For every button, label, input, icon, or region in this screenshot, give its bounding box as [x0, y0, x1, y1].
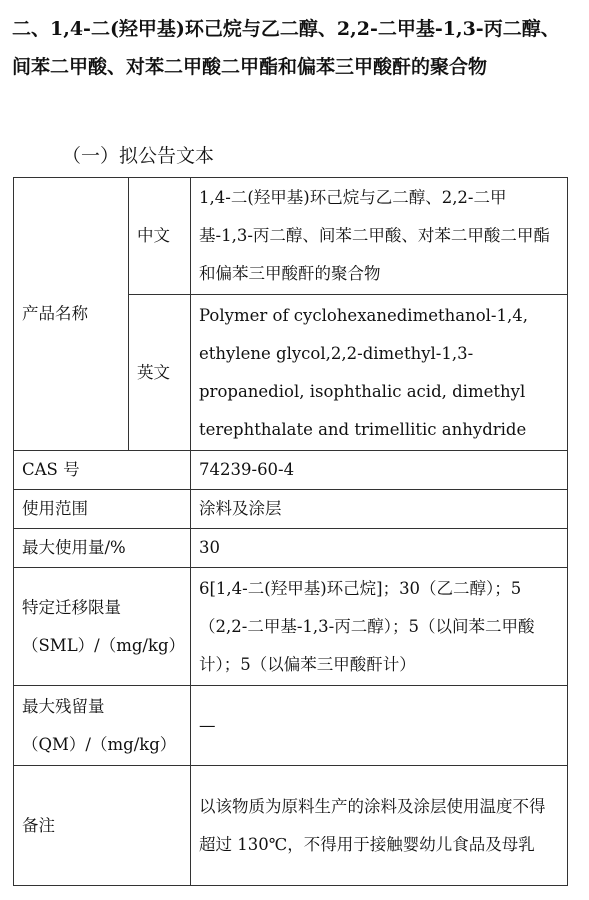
english-name-value: Polymer of cyclohexanedimethanol-1,4, ethylene glycol,2,2-dimethyl-1,3-propanediol, isophthalic acid, dimethyl terephthalate and trimellitic anhydride [191, 295, 568, 451]
qm-label [14, 686, 191, 766]
qm-label-line-2: （QM）/（mg/kg） [22, 734, 177, 754]
table-row [14, 686, 568, 766]
qm-value: — [191, 686, 568, 766]
table-row [14, 451, 568, 490]
sub-heading: （一）拟公告文本 [62, 145, 215, 167]
sml-value: 6[1,4-二(羟甲基)环己烷]；30（乙二醇）；5（2,2-二甲基-1,3-丙二醇）；5（以间苯二甲酸计）；5（以偏苯三甲酸酐计） [191, 568, 568, 686]
max-use-label: 最大使用量/% [14, 529, 191, 568]
sml-label-line-1: 特定迁移限量 [22, 597, 121, 617]
sml-label-line-2: （SML）/（mg/kg） [22, 635, 186, 655]
table-row [14, 529, 568, 568]
table-row [14, 490, 568, 529]
max-use-value: 30 [191, 529, 568, 568]
table-row [14, 766, 568, 886]
chinese-label: 中文 [129, 178, 191, 295]
scope-value: 涂料及涂层 [191, 490, 568, 529]
scope-label: 使用范围 [14, 490, 191, 529]
sml-label [14, 568, 191, 686]
notes-label: 备注 [14, 766, 191, 886]
product-name-label: 产品名称 [14, 178, 129, 451]
english-label: 英文 [129, 295, 191, 451]
section-heading: 二、1,4-二(羟甲基)环己烷与乙二醇、2,2-二甲基-1,3-丙二醇、间苯二甲酸、对苯二甲酸二甲酯和偏苯三甲酸酐的聚合物 [12, 18, 560, 78]
qm-label-line-1: 最大残留量 [22, 696, 105, 716]
table-row [14, 568, 568, 686]
cas-label: CAS 号 [14, 451, 191, 490]
notes-value: 以该物质为原料生产的涂料及涂层使用温度不得超过 130℃，不得用于接触婴幼儿食品及母乳 [191, 766, 568, 886]
cas-value: 74239-60-4 [191, 451, 568, 490]
chinese-name-value: 1,4-二(羟甲基)环己烷与乙二醇、2,2-二甲基-1,3-丙二醇、间苯二甲酸、对苯二甲酸二甲酯和偏苯三甲酸酐的聚合物 [191, 178, 568, 295]
table-row [14, 178, 568, 295]
announcement-table [13, 177, 568, 886]
